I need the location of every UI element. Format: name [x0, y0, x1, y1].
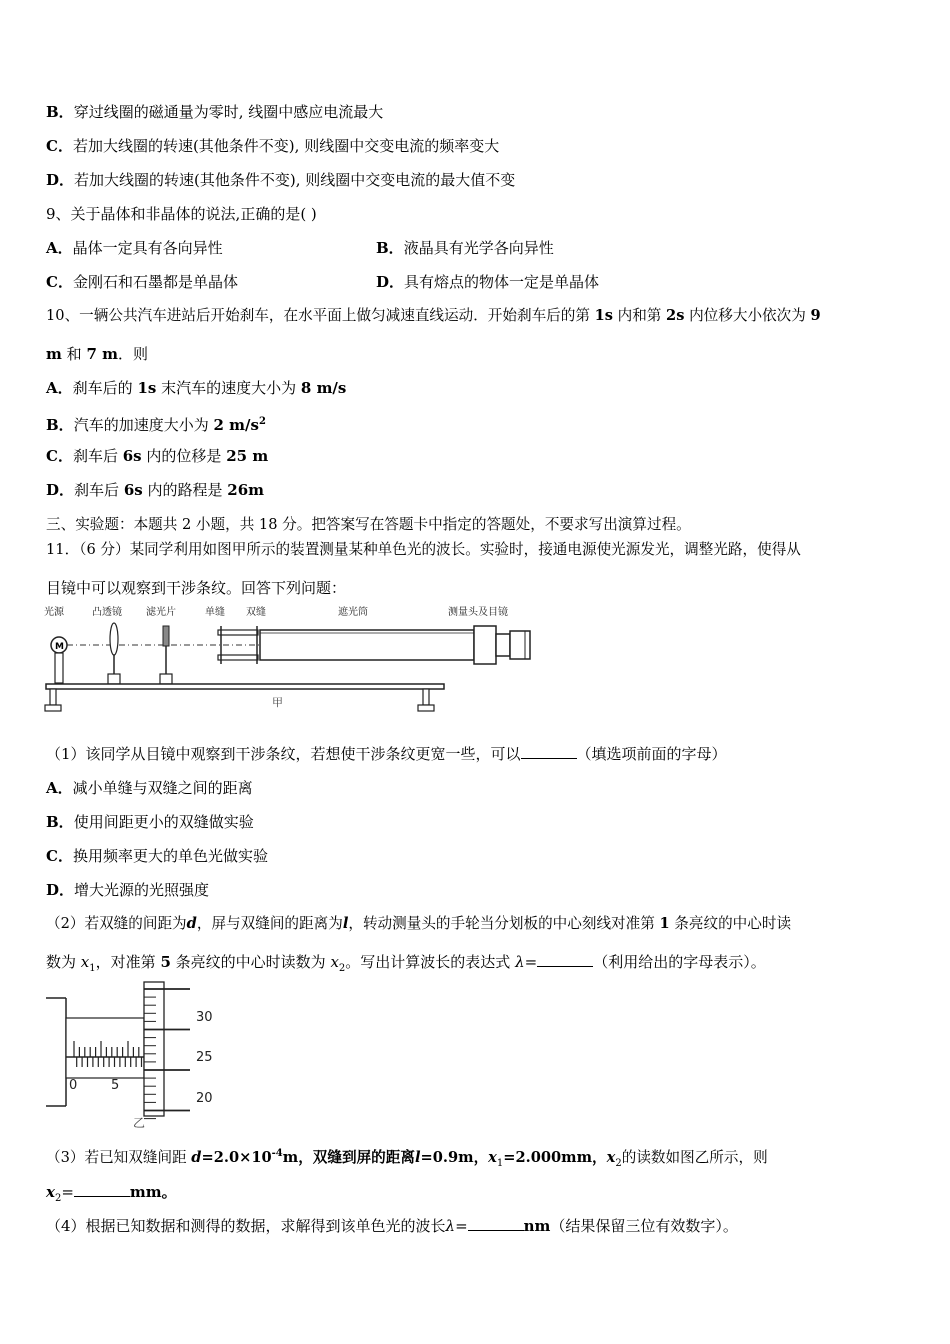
q8-option-c: C．若加大线圈的转速(其他条件不变), 则线圈中交变电流的频率变大 — [46, 137, 500, 155]
svg-text:M: M — [55, 642, 64, 652]
q10-option-a: A．刹车后的 1s 末汽车的速度大小为 8 m/s — [46, 379, 347, 397]
label-single-slit: 单缝 — [205, 607, 225, 618]
label-measuring-head: 测量头及目镜 — [448, 607, 508, 618]
q11-part1-option-a: A．减小单缝与双缝之间的距离 — [46, 779, 253, 797]
q8-option-d: D．若加大线圈的转速(其他条件不变), 则线圈中交变电流的最大值不变 — [46, 171, 516, 189]
q11-stem-line2: 目镜中可以观察到干涉条纹。回答下列问题： — [46, 579, 347, 597]
label-light-source: 光源 — [44, 607, 64, 618]
figure-caption-jia: 甲 — [272, 696, 283, 709]
q9-option-b: B．液晶具有光学各向异性 — [376, 239, 554, 257]
answer-blank-4[interactable] — [468, 1216, 524, 1231]
figure-caption-yi: 乙 — [133, 1116, 146, 1130]
q11-part2-line1: （2）若双缝的间距为d，屏与双缝间的距离为l，转动测量头的手轮当分划板的中心刻线对准第 1 条亮纹的中心时读 — [46, 915, 792, 932]
q9-stem: 9、关于晶体和非晶体的说法,正确的是( ) — [46, 205, 317, 223]
label-double-slit: 双缝 — [246, 607, 266, 618]
q11-part2-line2: 数为 $x_1$，对准第 5 条亮纹的中心时读数为 $x_2$。写出计算波长的表达式 λ= （利用给出的字母表示）。 — [46, 953, 766, 974]
q11-part1-option-c: C．换用频率更大的单色光做实验 — [46, 847, 268, 865]
q11-part1-stem: （1）该同学从目镜中观察到干涉条纹，若想使干涉条纹更宽一些，可以 （填选项前面的字母） — [46, 745, 727, 763]
answer-blank-1[interactable] — [521, 744, 577, 759]
label-convex-lens: 凸透镜 — [92, 607, 122, 618]
answer-blank-3[interactable] — [74, 1182, 130, 1197]
section-3-heading: 三、实验题：本题共 2 小题，共 18 分。把答案写在答题卡中指定的答题处，不要求写出演算过程。 — [46, 516, 691, 533]
shading-tube-icon — [260, 626, 530, 664]
scale-label-5: 5 — [111, 1078, 120, 1093]
q9-option-c: C．金刚石和石墨都是单晶体 — [46, 273, 238, 291]
q11-part1-option-d: D．增大光源的光照强度 — [46, 881, 210, 899]
convex-lens-icon — [108, 623, 120, 684]
scale-label-0: 0 — [69, 1078, 78, 1093]
q8-option-b: B．穿过线圈的磁通量为零时, 线圈中感应电流最大 — [46, 103, 384, 121]
q9-option-d: D．具有熔点的物体一定是单晶体 — [376, 273, 600, 291]
answer-blank-2[interactable] — [537, 952, 593, 967]
drum-label-20: 20 — [196, 1091, 213, 1106]
q10-stem-line1: 10、一辆公共汽车进站后开始刹车，在水平面上做匀减速直线运动．开始刹车后的第 1s 内和第 2s 内位移大小依次为 9 — [46, 307, 821, 324]
micrometer-figure — [40, 980, 230, 1130]
q11-stem-line1: 11．（6 分）某同学利用如图甲所示的装置测量某种单色光的波长。实验时，接通电源使光源发光，调整光路，使得从 — [46, 541, 801, 558]
q10-option-d: D．刹车后 6s 内的路程是 26m — [46, 481, 265, 499]
q11-part3-line2: $x_2=$ mm。 — [46, 1183, 177, 1204]
q10-option-b: B．汽车的加速度大小为 2 $m/s^2$ — [46, 416, 266, 434]
filter-icon — [160, 626, 172, 684]
apparatus-figure — [40, 602, 540, 720]
q11-part1-option-b: B．使用间距更小的双缝做实验 — [46, 813, 254, 831]
lamp-icon — [51, 637, 67, 683]
q11-part4: （4）根据已知数据和测得的数据，求解得到该单色光的波长λ= nm（结果保留三位有效数字）。 — [46, 1217, 738, 1235]
label-shading-tube: 遮光筒 — [338, 607, 368, 618]
q10-option-c: C．刹车后 6s 内的位移是 25 m — [46, 447, 269, 465]
q9-option-a: A．晶体一定具有各向异性 — [46, 239, 223, 257]
drum-label-30: 30 — [196, 1010, 213, 1025]
q10-stem-line2: m 和 7 m．则 — [46, 345, 148, 363]
q11-part3-line1: （3）若已知双缝间距 $d=2.0\times 10^{-4}m$，双缝到屏的距离l=0.9m，$x_1=2.000mm$，$x_2$的读数如图乙所示，则 — [46, 1148, 768, 1169]
label-filter: 滤光片 — [146, 607, 176, 618]
drum-label-25: 25 — [196, 1050, 213, 1065]
